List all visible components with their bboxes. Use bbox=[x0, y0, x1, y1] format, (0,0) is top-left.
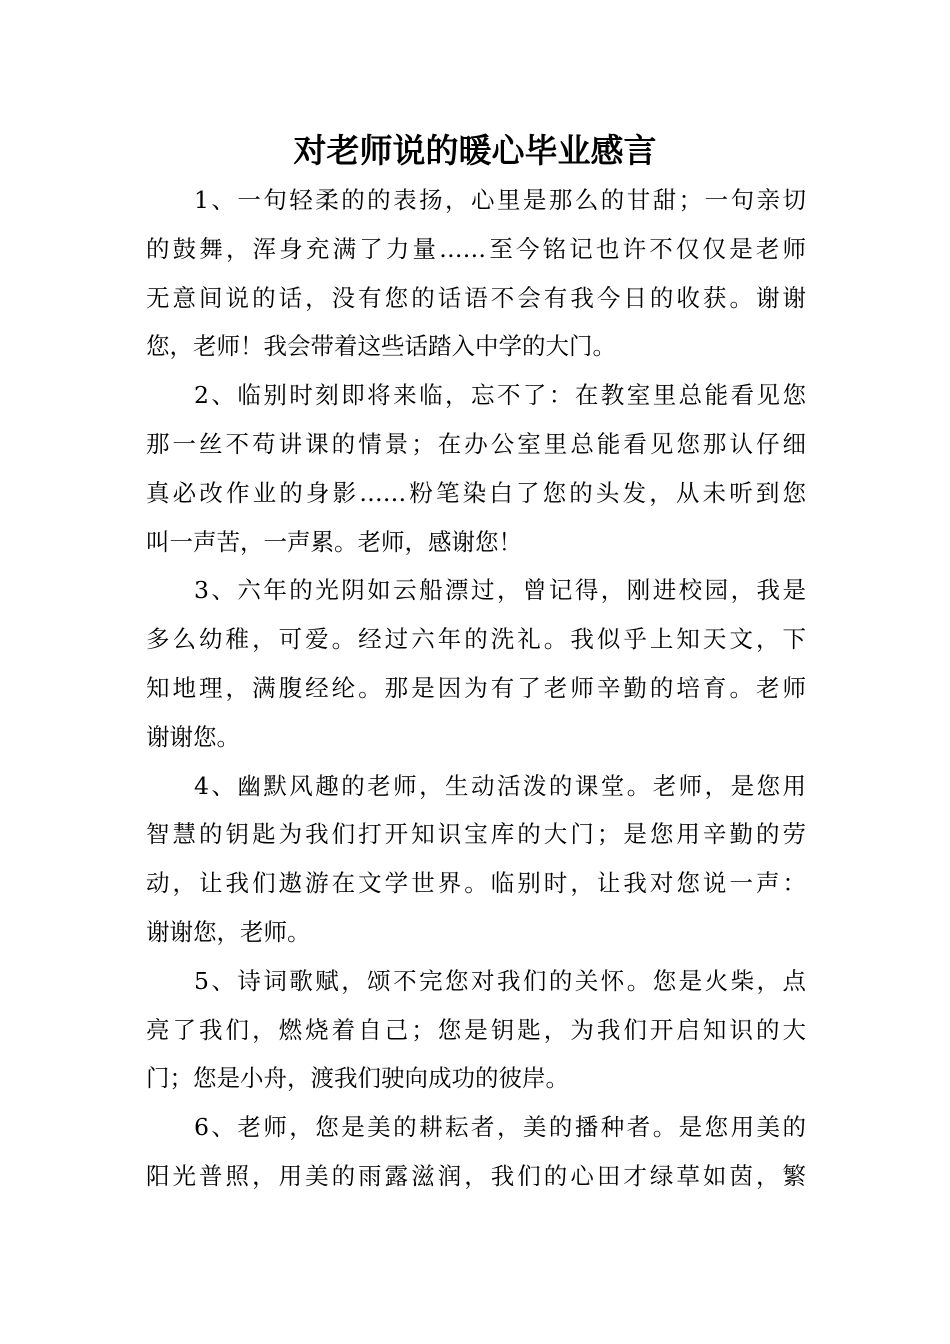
paragraph-line: 亮了我们，燃烧着自己；您是钥匙，为我们开启知识的大 bbox=[146, 1015, 806, 1044]
paragraph-line: 6、老师，您是美的耕耘者，美的播种者。是您用美的 bbox=[194, 1113, 806, 1142]
paragraph-line: 谢谢您。 bbox=[146, 722, 240, 751]
paragraph-6 bbox=[146, 1103, 806, 1201]
document-body bbox=[146, 176, 806, 1201]
paragraph-line: 1、一句轻柔的的表扬，心里是那么的甘甜；一句亲切 bbox=[194, 186, 806, 214]
paragraph-line: 真必改作业的身影……粉笔染白了您的头发，从未听到您 bbox=[146, 478, 806, 507]
paragraph-line: 您，老师！我会带着这些话踏入中学的大门。 bbox=[146, 332, 616, 361]
paragraph-line: 4、幽默风趣的老师，生动活泼的课堂。老师，是您用 bbox=[194, 771, 806, 800]
paragraph-line: 知地理，满腹经纶。那是因为有了老师辛勤的培育。老师 bbox=[146, 673, 806, 702]
paragraph-3 bbox=[146, 566, 806, 761]
paragraph-line: 的鼓舞，浑身充满了力量……至今铭记也许不仅仅是老师 bbox=[146, 234, 806, 263]
paragraph-line: 阳光普照，用美的雨露滋润，我们的心田才绿草如茵，繁 bbox=[146, 1161, 806, 1190]
paragraph-line: 门；您是小舟，渡我们驶向成功的彼岸。 bbox=[146, 1064, 569, 1093]
paragraph-line: 3、六年的光阴如云船漂过，曾记得，刚进校园，我是 bbox=[194, 576, 806, 605]
paragraph-line: 那一丝不苟讲课的情景；在办公室里总能看见您那认仔细 bbox=[146, 429, 806, 458]
paragraph-line: 动，让我们遨游在文学世界。临别时，让我对您说一声： bbox=[146, 869, 806, 898]
paragraph-line: 5、诗词歌赋，颂不完您对我们的关怀。您是火柴，点 bbox=[194, 966, 806, 995]
paragraph-line: 叫一声苦，一声累。老师，感谢您！ bbox=[146, 527, 522, 556]
document-title: 对老师说的暖心毕业感言 bbox=[293, 131, 657, 170]
paragraph-line: 2、临别时刻即将来临，忘不了：在教室里总能看见您 bbox=[194, 381, 806, 410]
paragraph-4 bbox=[146, 762, 806, 957]
paragraph-line: 无意间说的话，没有您的话语不会有我今日的收获。谢谢 bbox=[146, 283, 806, 312]
paragraph-line: 多么幼稚，可爱。经过六年的洗礼。我似乎上知天文，下 bbox=[146, 625, 806, 654]
paragraph-1 bbox=[146, 176, 806, 371]
paragraph-line: 谢谢您，老师。 bbox=[146, 917, 311, 946]
paragraph-2 bbox=[146, 371, 806, 566]
paragraph-line: 智慧的钥匙为我们打开知识宝库的大门；是您用辛勤的劳 bbox=[146, 820, 806, 849]
paragraph-5 bbox=[146, 957, 806, 1103]
